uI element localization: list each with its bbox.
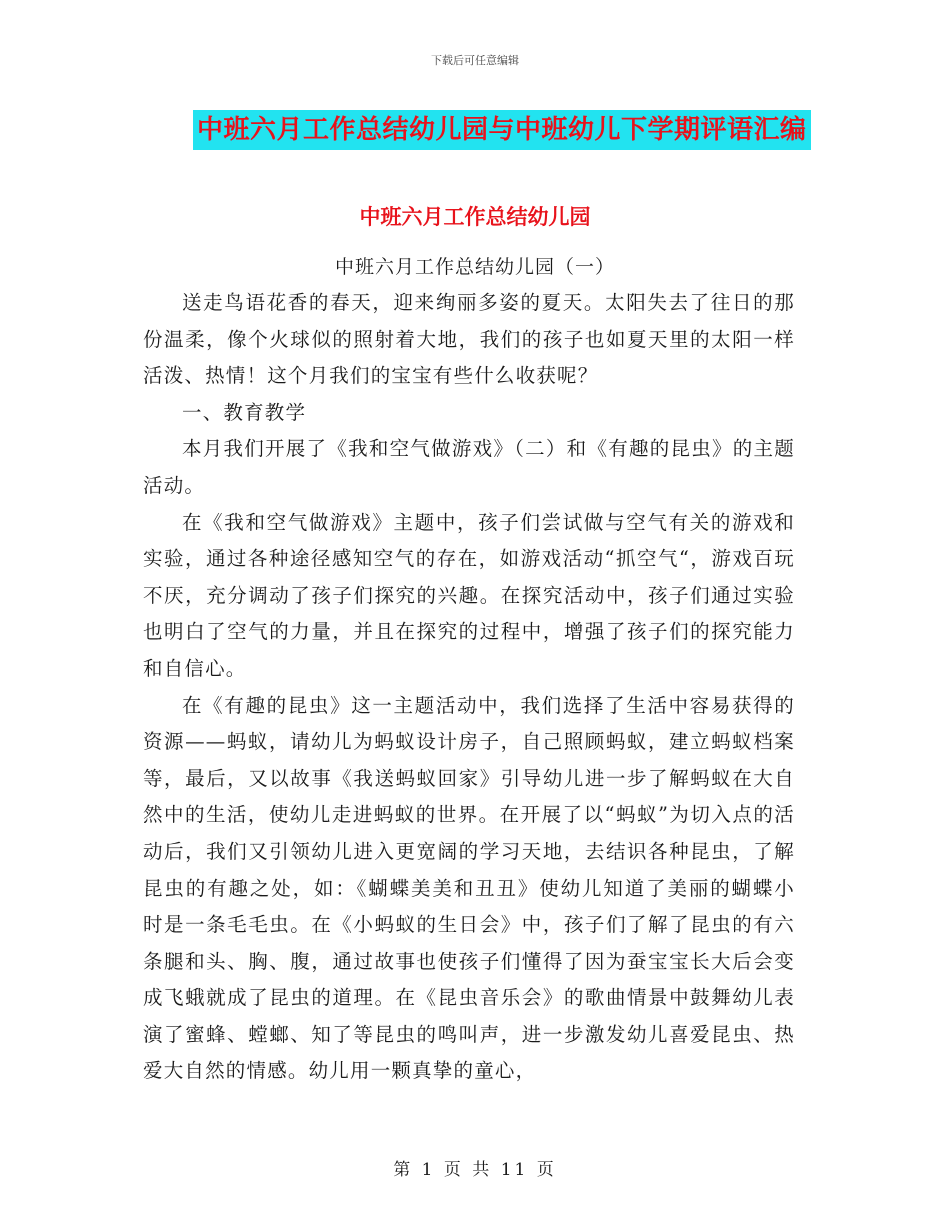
main-title-wrap [193, 110, 811, 150]
page-footer: 第 1 页 共 11 页 [393, 1160, 557, 1180]
subheading: 中班六月工作总结幼儿园（一） [334, 256, 615, 278]
header-note: 下载后可任意编辑 [431, 54, 519, 67]
paragraph-heading-education: 一、教育教学 [182, 400, 307, 424]
paragraph-intro: 送走鸟语花香的春天，迎来绚丽多姿的夏天。太阳失去了往日的那份温柔，像个火球似的照射着大地，我们的孩子也如夏天里的太阳一样活泼、热情！这个月我们的宝宝有些什么收获呢？ [143, 291, 795, 388]
paragraph-air-games: 在《我和空气做游戏》主题中，孩子们尝试做与空气有关的游戏和实验，通过各种途径感知空气的存在，如游戏活动“抓空气“，游戏百玩不厌，充分调动了孩子们探究的兴趣。在探究活动中，孩子们通过实验也明白了空气的力量，并且在探究的过程中，增强了孩子们的探究能力和自信心。 [143, 510, 795, 680]
section-title: 中班六月工作总结幼儿园 [359, 205, 591, 229]
paragraph-themes: 本月我们开展了《我和空气做游戏》（二）和《有趣的昆虫》的主题活动。 [143, 437, 795, 497]
paragraph-insects: 在《有趣的昆虫》这一主题活动中，我们选择了生活中容易获得的资源——蚂蚁，请幼儿为蚂蚁设计房子，自己照顾蚂蚁，建立蚂蚁档案等，最后，又以故事《我送蚂蚁回家》引导幼儿进一步了解蚂蚁在大自然中的生活，使幼儿走进蚂蚁的世界。在开展了以“蚂蚁”为切入点的活动后，我们又引领幼儿进入更宽阔的学习天地，去结识各种昆虫，了解昆虫的有趣之处，如：《蝴蝶美美和丑丑》使幼儿知道了美丽的蝴蝶小时是一条毛毛虫。在《小蚂蚁的生日会》中，孩子们了解了昆虫的有六条腿和头、胸、腹，通过故事也使孩子们懂得了因为蚕宝宝长大后会变成飞蛾就成了昆虫的道理。在《昆虫音乐会》的歌曲情景中鼓舞幼儿表演了蜜蜂、螳螂、知了等昆虫的鸣叫声，进一步激发幼儿喜爱昆虫、热爱大自然的情感。幼儿用一颗真挚的童心， [143, 693, 795, 1083]
main-title: 中班六月工作总结幼儿园与中班幼儿下学期评语汇编 [193, 110, 811, 150]
body-text [143, 285, 795, 1090]
